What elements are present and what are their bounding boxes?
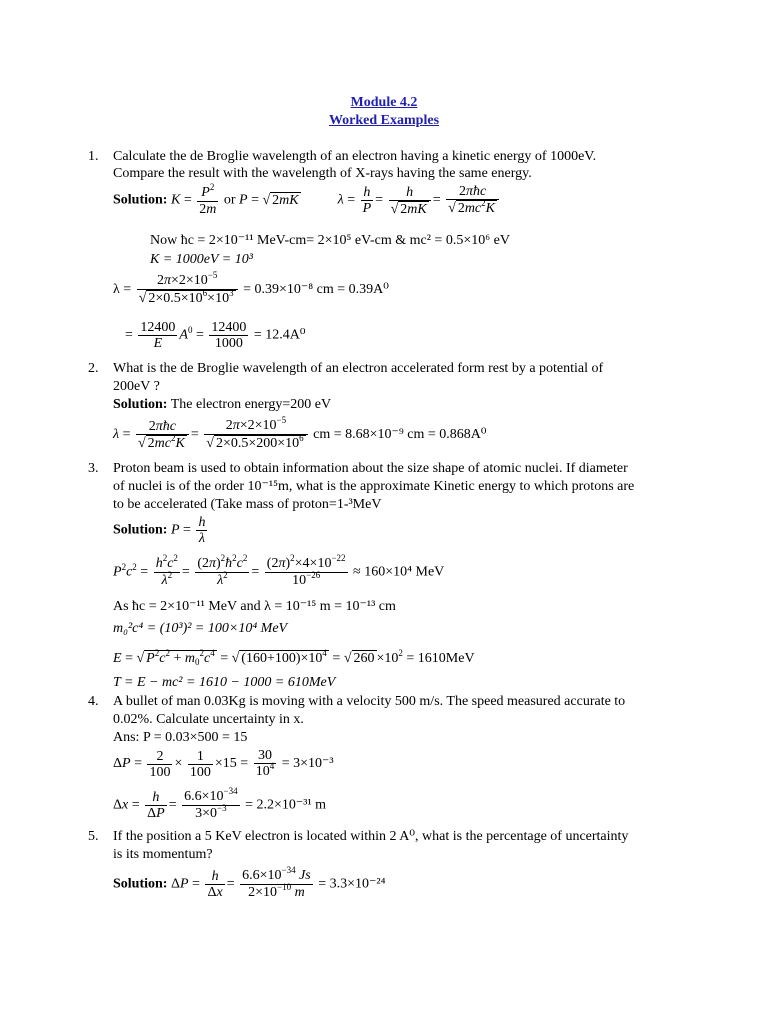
q4-dp-calc: ΔP = $\frac{2}{100}$ × $\frac{1}{100}$ ×15 = $\frac{30}{10^4}$ = 3×10⁻³	[113, 748, 334, 780]
q1-frac-p2-2m: $\frac{P^2}{2m}$	[199, 181, 217, 217]
q4-dp-result: = 3×10⁻³	[281, 756, 334, 772]
worked-examples-heading: Worked Examples	[328, 113, 440, 128]
q1-number: 1.	[88, 149, 99, 164]
q5-line1: If the position a 5 KeV electron is located within 2 A⁰, what is the percentage of uncertainty	[113, 829, 629, 844]
q4-number: 4.	[88, 694, 99, 709]
q4-line2: 0.02%. Calculate uncertainty in x.	[113, 712, 304, 727]
q2-solution-label: Solution:	[113, 397, 168, 412]
q3-e-result: = 1610MeV	[406, 651, 475, 666]
q5-line2: is its momentum?	[113, 847, 213, 862]
q1-final-result: = 12.4A⁰	[253, 327, 306, 343]
q2-result: cm = 8.68×10⁻⁹ cm = 0.868A⁰	[313, 427, 487, 443]
q1-final-calc: = $\frac{12400}{E}$ $A^0$ = $\frac{12400}{1000}$ = 12.4A⁰	[125, 320, 306, 351]
q2-line1: What is the de Broglie wavelength of an electron accelerated form rest by a potential of	[113, 361, 604, 376]
q1-solution-formulas: Solution: K = $\frac{P^2}{2m}$ or P = √ 2mK λ = $\frac{h}{P}$ = $\frac{h}{√ 2mK}$ = $\frac{\text{2πħc}}{√ 2mc^2K}$	[113, 184, 501, 217]
q2-solution-line	[113, 397, 331, 413]
q3-line1: Proton beam is used to obtain information about the size shape of atomic nuclei. If diameter	[113, 461, 628, 476]
q2-solution-text: The electron energy=200 eV	[170, 397, 332, 412]
q1-line1: Calculate the de Broglie wavelength of an electron having a kinetic energy of 1000eV.	[113, 149, 597, 164]
q3-p2c2-calc: $P^2c^2$ = $\frac{h^2c^2}{\lambda^2}$ = $\frac{(2\pi)^2ħ^2c^2}{\lambda^2}$ = $\frac{(2\pi)^2\times 4\times 10^{-22}}{10^{-26}}$ ≈ 160×10⁴ MeV	[113, 553, 445, 588]
q2-line2: 200eV ?	[113, 379, 160, 394]
q4-line1: A bullet of man 0.03Kg is moving with a velocity 500 m/s. The speed measured accurate to	[113, 694, 626, 709]
module-title: Module 4.2	[350, 95, 418, 110]
q3-approx: ≈ 160×10⁴ MeV	[353, 564, 445, 580]
q1-lambda-result: = 0.39×10⁻⁸ cm = 0.39A⁰	[243, 282, 389, 298]
q3-t-line: T = E − mc² = 1610 − 1000 = 610MeV	[113, 675, 336, 690]
q1-k-line: K = 1000eV = 10³	[150, 252, 253, 267]
q3-line2: of nuclei is of the order 10⁻¹⁵m, what is the approximate Kinetic energy to which protons are	[113, 479, 635, 494]
q3-solution-line: Solution: P = $\frac{h}{\lambda}$	[113, 515, 206, 546]
q4-dx-result: = 2.2×10⁻³¹ m	[245, 797, 327, 813]
q5-solution-label: Solution:	[113, 876, 168, 892]
q3-e-line: E = √ $P^2c^2 + m_0^2c^4$ = √ $(160+100)\times 10^4$ = √ $260 \times 10^2 = 1610MeV$	[113, 648, 475, 667]
q3-number: 3.	[88, 461, 99, 476]
q1-now-line: Now ħc = 2×10⁻¹¹ MeV-cm= 2×10⁵ eV-cm & mc² = 0.5×10⁶ eV	[150, 233, 510, 248]
q3-line3: to be accelerated (Take mass of proton=1-³MeV	[113, 497, 382, 512]
q5-solution-line: Solution: ΔP = $\frac{h}{\Delta x}$ = $\frac{6.6\times 10^{-34} Js}{2\times 10^{-10} m}$ = 3.3×10⁻²⁴	[113, 865, 386, 900]
q1-solution-label: Solution:	[113, 192, 168, 208]
q2-number: 2.	[88, 361, 99, 376]
q2-lambda-calc: λ = $\frac{\text{2πħc}}{√ 2mc^2K}$ = $\frac{2\pi\times 2\times 10^{-5}}{√ 2\times 0.5\times 200\times 10^6}$ cm = 8.68×10⁻⁹ cm = 0.868A⁰	[113, 415, 487, 451]
q3-as-line: As ħc = 2×10⁻¹¹ MeV and λ = 10⁻¹⁵ m = 10⁻¹³ cm	[113, 599, 396, 614]
q1-lambda-calc: λ = $\frac{2\pi\times 2\times 10^{-5}}{√ 2\times 0.5\times 10^6\times 10^3}$ = 0.39×10⁻⁸ cm = 0.39A⁰	[113, 270, 389, 306]
q3-solution-label: Solution:	[113, 522, 168, 538]
q5-result: = 3.3×10⁻²⁴	[318, 876, 386, 892]
q1-line2: Compare the result with the wavelength of X-rays having the same energy.	[113, 166, 532, 181]
q3-m0-line: m₀²c⁴ = (10³)² = 100×10⁴ MeV	[113, 621, 288, 636]
q5-number: 5.	[88, 829, 99, 844]
q4-dx-calc: Δx = $\frac{h}{\Delta P}$ = $\frac{6.6\times 10^{-34}}{3\times 0^{-3}}$ = 2.2×10⁻³¹ m	[113, 786, 327, 821]
q4-ans-line: Ans: P = 0.03×500 = 15	[113, 730, 248, 745]
